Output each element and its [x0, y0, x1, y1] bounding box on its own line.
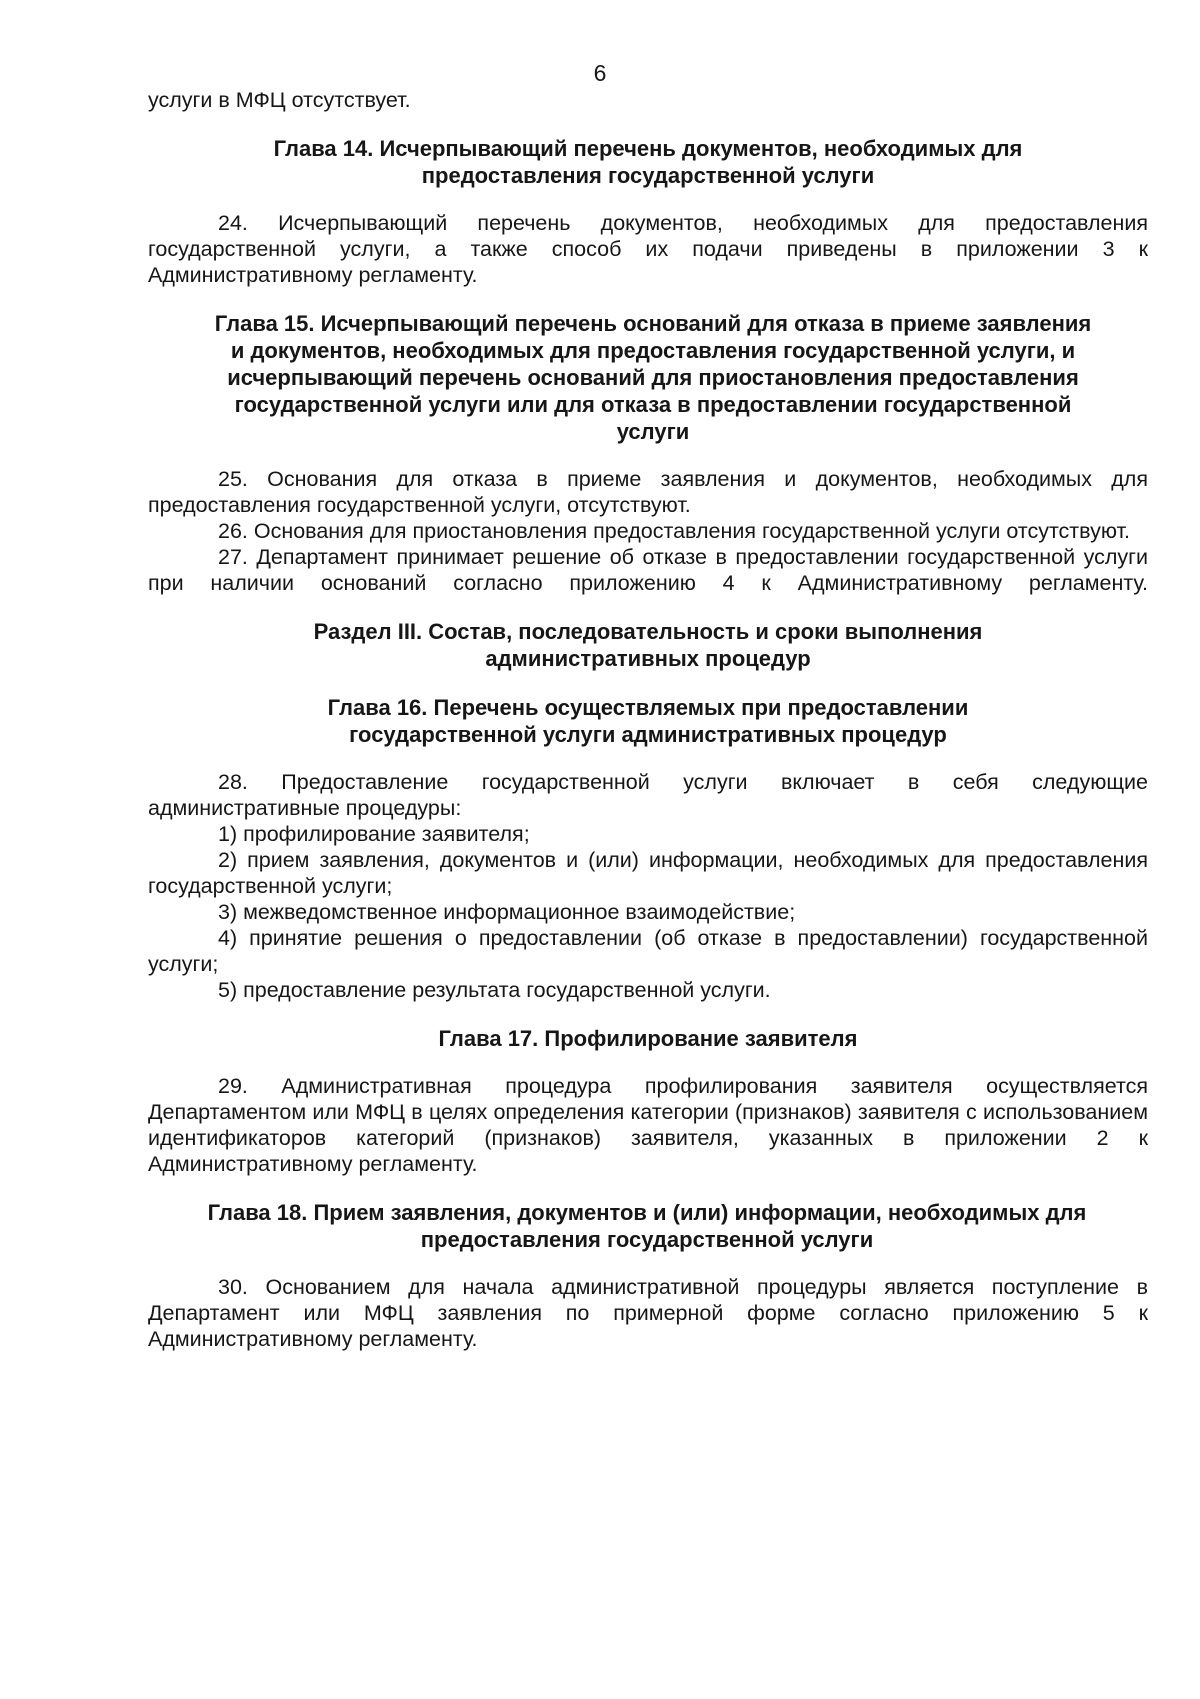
heading-line: предоставления государственной услуги: [420, 1227, 874, 1252]
paragraph-29: 29. Административная процедура профилирования заявителя осуществляется Департаментом или МФЦ в целях определения категории (признаков) заявителя с использованием идентификаторов категорий (признаков) заявителя, указанных в приложении 2 к Административному регламенту.: [148, 1074, 1148, 1176]
document-body: [148, 87, 1148, 1352]
chapter-14-heading: [148, 135, 1148, 189]
heading-line: Глава 16. Перечень осуществляемых при предоставлении: [327, 695, 969, 720]
heading-line: исчерпывающий перечень оснований для приостановления предоставления: [227, 365, 1079, 390]
list-item: 4) принятие решения о предоставлении (об отказе в предоставлении) государственной услуги;: [148, 926, 1148, 976]
heading-line: Глава 18. Прием заявления, документов и (или) информации, необходимых для: [207, 1200, 1087, 1225]
heading-line: Раздел III. Состав, последовательность и сроки выполнения: [313, 619, 983, 644]
heading-line: предоставления государственной услуги: [421, 163, 875, 188]
chapter-14: [148, 135, 1148, 288]
heading-line: Глава 15. Исчерпывающий перечень оснований для отказа в приеме заявления: [214, 311, 1092, 336]
heading-line: административных процедур: [485, 646, 811, 671]
heading-line: государственной услуги административных процедур: [349, 722, 947, 747]
section-3-heading: [148, 618, 1148, 672]
list-item: 3) межведомственное информационное взаимодействие;: [218, 900, 796, 924]
chapter-18-heading: [138, 1199, 1156, 1253]
heading-line: и документов, необходимых для предоставления государственной услуги, и: [230, 338, 1076, 363]
chapter-16-heading: [148, 694, 1148, 748]
list-item: 2) прием заявления, документов и (или) информации, необходимых для предоставления государственной услуги;: [148, 848, 1148, 898]
heading-line: услуги: [616, 419, 690, 444]
chapter-17-heading: Глава 17. Профилирование заявителя: [438, 1026, 858, 1051]
section-3: [148, 618, 1148, 672]
paragraph-25: 25. Основания для отказа в приеме заявления и документов, необходимых для предоставления государственной услуги, отсутствуют.: [148, 467, 1148, 517]
heading-line: Глава 14. Исчерпывающий перечень документов, необходимых для: [273, 136, 1023, 161]
list-item: 5) предоставление результата государственной услуги.: [218, 978, 771, 1002]
continuation-text: услуги в МФЦ отсутствует.: [148, 88, 411, 112]
paragraph-24: 24. Исчерпывающий перечень документов, необходимых для предоставления государственной услуги, а также способ их подачи приведены в приложении 3 к Административному регламенту.: [148, 211, 1148, 287]
heading-line: государственной услуги или для отказа в предоставлении государственной: [234, 392, 1072, 417]
chapter-16: [148, 694, 1148, 1003]
chapter-15-heading: [126, 310, 1180, 445]
chapter-18: [148, 1199, 1148, 1352]
paragraph-28: 28. Предоставление государственной услуги включает в себя следующие административные процедуры:: [148, 770, 1148, 820]
page-number: 6: [593, 60, 607, 86]
paragraph-30: 30. Основанием для начала административной процедуры является поступление в Департамент или МФЦ заявления по примерной форме согласно приложению 5 к Административному регламенту.: [148, 1275, 1148, 1351]
chapter-15: [148, 310, 1148, 596]
chapter-17: [148, 1025, 1148, 1177]
paragraph-26: 26. Основания для приостановления предоставления государственной услуги отсутствуют.: [218, 519, 1130, 543]
list-item: 1) профилирование заявителя;: [218, 822, 530, 846]
paragraph-27: 27. Департамент принимает решение об отказе в предоставлении государственной услуги при наличии оснований согласно приложению 4 к Административному регламенту.: [148, 545, 1148, 595]
